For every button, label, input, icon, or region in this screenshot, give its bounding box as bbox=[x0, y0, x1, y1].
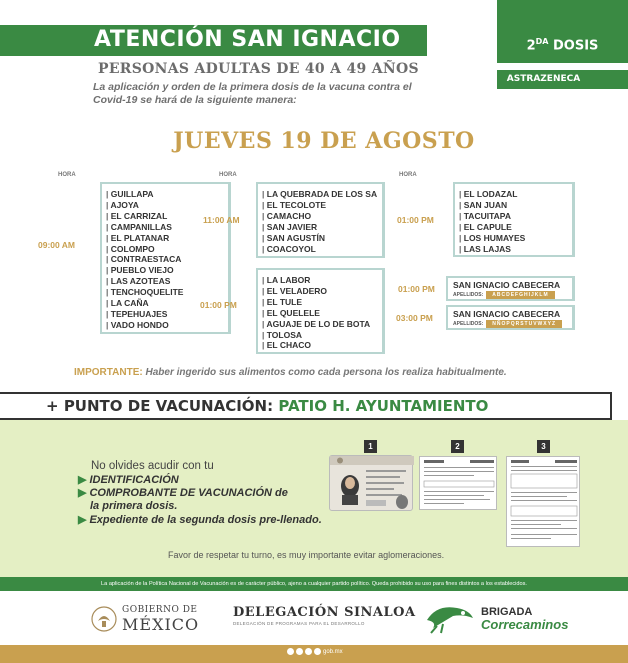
place-item: | LA LABOR bbox=[262, 275, 382, 286]
hora-label-3: HORA bbox=[399, 172, 417, 178]
hora-label-2: HORA bbox=[219, 172, 237, 178]
places-box-0100-c bbox=[453, 182, 575, 257]
doc-number-3: 3 bbox=[537, 440, 550, 453]
place-item: | PUEBLO VIEJO bbox=[106, 265, 228, 276]
apellidos-range-1: ABCDEFGHIJKLM bbox=[486, 291, 554, 299]
cabecera-box-2 bbox=[446, 305, 575, 330]
place-item: | TACUITAPA bbox=[459, 211, 572, 222]
apellidos-label-1: APELLIDOS: bbox=[453, 292, 484, 298]
place-item: | EL QUELELE bbox=[262, 308, 382, 319]
important-note bbox=[74, 367, 507, 378]
doc-number-1: 1 bbox=[364, 440, 377, 453]
place-item: | CAMPANILLAS bbox=[106, 222, 228, 233]
place-item: | AJOYA bbox=[106, 200, 228, 211]
place-item: | GUILLAPA bbox=[106, 189, 228, 200]
requirement-1: ▶ IDENTIFICACIÓN bbox=[78, 474, 179, 486]
place-item: | EL CHACO bbox=[262, 340, 382, 351]
place-item: | SAN AGUSTÍN bbox=[262, 233, 382, 244]
vaccination-point bbox=[46, 397, 488, 415]
place-item: | EL CARRIZAL bbox=[106, 211, 228, 222]
time-col2b: 01:00 PM bbox=[200, 300, 237, 310]
place-item: | LOS HUMAYES bbox=[459, 233, 572, 244]
facebook-icon[interactable] bbox=[287, 648, 294, 655]
triangle-icon: ▶ bbox=[78, 514, 87, 526]
delegacion-subtitle: DELEGACIÓN DE PROGRAMAS PARA EL DESARROLLO bbox=[233, 621, 365, 626]
place-item: | SAN JUAN bbox=[459, 200, 572, 211]
place-item: | EL CAPULE bbox=[459, 222, 572, 233]
vaccine-badge: ASTRAZENECA bbox=[497, 70, 590, 89]
apellidos-label-2: APELLIDOS: bbox=[453, 321, 484, 327]
gobierno-logo-line2: MÉXICO bbox=[122, 615, 200, 634]
place-item: | EL LODAZAL bbox=[459, 189, 572, 200]
place-item: | EL TULE bbox=[262, 297, 382, 308]
time-cabecera2: 03:00 PM bbox=[396, 313, 433, 323]
legal-disclaimer: La aplicación de la Política Nacional de Vacunación es de carácter público, ajeno a cualquier partido político. Queda prohibido su uso para fines distintos a los establecidos. bbox=[0, 577, 628, 591]
place-item: | TEPEHUAJES bbox=[106, 309, 228, 320]
vaccination-point-label: PUNTO DE VACUNACIÓN: bbox=[63, 397, 274, 415]
time-cabecera1: 01:00 PM bbox=[398, 284, 435, 294]
places-box-0900 bbox=[100, 182, 231, 334]
place-item: | COLOMPO bbox=[106, 244, 228, 255]
places-box-1100 bbox=[256, 182, 385, 258]
place-item: | TOLOSA bbox=[262, 330, 382, 341]
requirement-2-cont: la primera dosis. bbox=[90, 500, 178, 512]
plus-icon: + bbox=[46, 397, 59, 415]
place-item: | EL TECOLOTE bbox=[262, 200, 382, 211]
requirements-intro: No olvides acudir con tu bbox=[91, 460, 214, 472]
respect-turn-note: Favor de respetar tu turno, es muy importante evitar aglomeraciones. bbox=[168, 550, 445, 560]
time-col2a: 11:00 AM bbox=[203, 215, 240, 225]
place-item: | AGUAJE DE LO DE BOTA bbox=[262, 319, 382, 330]
cabecera-name-1: SAN IGNACIO CABECERA bbox=[453, 280, 561, 290]
place-item: | TENCHOQUELITE bbox=[106, 287, 228, 298]
vaccination-point-place: PATIO H. AYUNTAMIENTO bbox=[278, 397, 489, 415]
brigada-title: BRIGADA bbox=[481, 606, 533, 618]
place-item: | LAS AZOTEAS bbox=[106, 276, 228, 287]
second-dose-form-image bbox=[506, 456, 580, 547]
requirement-3: ▶ Expediente de la segunda dosis pre-llenado. bbox=[78, 514, 322, 526]
hora-label-1: HORA bbox=[58, 172, 76, 178]
brigada-subtitle: Correcaminos bbox=[481, 617, 569, 632]
schedule-date: JUEVES 19 DE AGOSTO bbox=[173, 128, 475, 154]
place-item: | LAS LAJAS bbox=[459, 244, 572, 255]
doc-number-2: 2 bbox=[451, 440, 464, 453]
triangle-icon: ▶ bbox=[78, 487, 87, 499]
audience-subtitle: PERSONAS ADULTAS DE 40 A 49 AÑOS bbox=[98, 61, 419, 77]
triangle-icon: ▶ bbox=[78, 474, 87, 486]
gobierno-logo-line1: GOBIERNO DE bbox=[122, 605, 198, 615]
places-list-0100-b bbox=[258, 270, 382, 351]
apellidos-range-2: NÑOPQRSTUVWXYZ bbox=[486, 320, 562, 328]
cabecera-name-2: SAN IGNACIO CABECERA bbox=[453, 309, 561, 319]
requirement-2: ▶ COMPROBANTE DE VACUNACIÓN de bbox=[78, 487, 288, 499]
instagram-icon[interactable] bbox=[305, 648, 312, 655]
place-item: | LA QUEBRADA DE LOS SA bbox=[262, 189, 382, 200]
mexico-eagle-icon bbox=[90, 605, 118, 638]
place-item: | COACOYOL bbox=[262, 244, 382, 255]
id-card-image bbox=[329, 455, 413, 511]
place-item: | LA CAÑA bbox=[106, 298, 228, 309]
place-item: | VADO HONDO bbox=[106, 320, 228, 331]
time-col3a: 01:00 PM bbox=[397, 215, 434, 225]
places-list-1100 bbox=[258, 184, 382, 254]
roadrunner-icon bbox=[423, 600, 475, 639]
places-box-0100-b bbox=[256, 268, 385, 354]
time-col1: 09:00 AM bbox=[38, 240, 76, 250]
dose-badge bbox=[497, 0, 628, 63]
place-item: | EL PLATANAR bbox=[106, 233, 228, 244]
intro-text: La aplicación y orden de la primera dosis de la vacuna contra el Covid-19 se hará de la siguiente manera: bbox=[93, 81, 412, 106]
place-item: | CONTRAESTACA bbox=[106, 254, 228, 265]
cabecera-box-1 bbox=[446, 276, 575, 301]
youtube-icon[interactable] bbox=[314, 648, 321, 655]
page-title: ATENCIÓN SAN IGNACIO bbox=[94, 27, 401, 52]
twitter-icon[interactable] bbox=[296, 648, 303, 655]
vaccination-certificate-image bbox=[419, 456, 497, 510]
places-list-0100-c bbox=[455, 184, 572, 254]
place-item: | EL VELADERO bbox=[262, 286, 382, 297]
social-links bbox=[287, 648, 343, 655]
important-label: IMPORTANTE: bbox=[74, 367, 143, 378]
delegacion-title: DELEGACIÓN SINALOA bbox=[233, 605, 416, 620]
vaccine-badge-extension bbox=[590, 70, 628, 89]
place-item: | SAN JAVIER bbox=[262, 222, 382, 233]
website-link[interactable]: gob.mx bbox=[323, 648, 343, 655]
dose-label: $2^{DA}$ DOSIS bbox=[526, 37, 599, 54]
place-item: | CAMACHO bbox=[262, 211, 382, 222]
important-text: Haber ingerido sus alimentos como cada persona los realiza habitualmente. bbox=[145, 367, 507, 378]
